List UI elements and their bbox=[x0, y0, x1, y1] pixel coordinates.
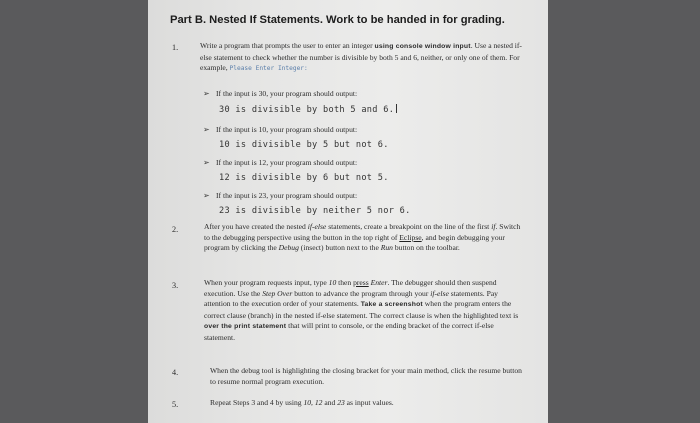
example-label-1: If the input is 30, your program should output: bbox=[216, 89, 358, 98]
item-number-1: 1. bbox=[172, 43, 179, 52]
item-number-2: 2. bbox=[172, 225, 179, 234]
item-5-text: Repeat Steps 3 and 4 by using 10, 12 and 23 as input values. bbox=[210, 398, 394, 407]
item-4-text: When the debug tool is highlighting the closing bracket for your main method, click the resume button to resume normal program execution. bbox=[210, 366, 522, 386]
section-heading: Part B. Nested If Statements. Work to be handed in for grading. bbox=[170, 14, 505, 26]
example-output-3: 12 is divisible by 6 but not 5. bbox=[219, 173, 389, 183]
prompt-example: Please Enter Integer: bbox=[229, 65, 308, 73]
item-2-text: After you have created the nested if-else statements, create a breakpoint on the line of the first if. Switch to the debugging perspective using the button in the top right of Eclipse, and begin debugging your program by clicking the Debug (insect) button next to the Run button on the toolbar. bbox=[204, 222, 521, 253]
item-3-text: When your program requests input, type 10 then press Enter. The debugger should then suspend execution. Use the Step Over button to advance the program through your if-else statements. Pay attention to the execution order of your statements. Take a screenshot when the program enters the correct clause (branch) in the nested if-else statement. The correct clause is when the highlighted text is over the print statement that will print to console, or the ending bracket of the correct if-else statement. bbox=[204, 278, 519, 342]
example-label-4: If the input is 23, your program should output: bbox=[216, 191, 358, 200]
example-label-3: If the input is 12, your program should output: bbox=[216, 158, 358, 167]
item-1-text: Write a program that prompts the user to enter an integer using console window input. Use a nested if-else statement to check whether the number is divisible by both 5 and 6, neither, or only one of them. For example, Please Enter Integer: bbox=[200, 41, 522, 73]
example-output-4: 23 is divisible by neither 5 nor 6. bbox=[219, 206, 411, 216]
text-cursor bbox=[396, 104, 397, 113]
example-output-2: 10 is divisible by 5 but not 6. bbox=[219, 140, 389, 150]
example-output-1: 30 is divisible by both 5 and 6. bbox=[219, 104, 397, 115]
example-label-2: If the input is 10, your program should output: bbox=[216, 125, 358, 134]
arrow-bullet-icon: ➢ bbox=[203, 125, 210, 134]
item-number-3: 3. bbox=[172, 281, 179, 290]
item-number-5: 5. bbox=[172, 400, 179, 409]
arrow-bullet-icon: ➢ bbox=[203, 158, 210, 167]
arrow-bullet-icon: ➢ bbox=[203, 89, 210, 98]
arrow-bullet-icon: ➢ bbox=[203, 191, 210, 200]
item-number-4: 4. bbox=[172, 368, 179, 377]
